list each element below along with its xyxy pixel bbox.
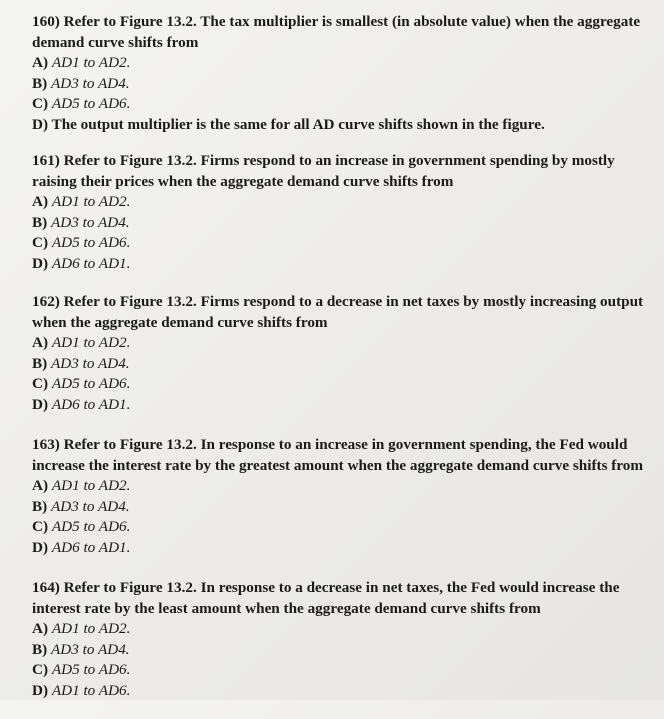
option-text: AD5 to AD6.: [51, 95, 131, 112]
question-stem-line: 164) Refer to Figure 13.2. In response to a decrease in net taxes, the Fed would increase the: [32, 579, 620, 596]
option-label: A): [32, 54, 49, 71]
answer-option-c[interactable]: [32, 233, 652, 254]
option-text: AD5 to AD6.: [51, 518, 131, 535]
option-label: C): [32, 375, 49, 392]
question-stem-line: interest rate by the least amount when the aggregate demand curve shifts from: [32, 599, 541, 617]
answer-option-a[interactable]: [32, 333, 652, 354]
option-label: D): [32, 395, 49, 413]
option-text: AD3 to AD4.: [50, 74, 130, 92]
answer-option-c[interactable]: [32, 517, 652, 538]
option-label: D): [32, 681, 49, 699]
question-164: [32, 578, 652, 701]
answer-option-b[interactable]: [32, 640, 652, 661]
answer-option-a[interactable]: [32, 619, 652, 640]
answer-option-a[interactable]: [32, 476, 652, 497]
answer-option-c[interactable]: [32, 94, 652, 115]
question-stem-line: 162) Refer to Figure 13.2. Firms respond to a decrease in net taxes by mostly increasing output: [32, 293, 644, 310]
question-stem-line: increase the interest rate by the greatest amount when the aggregate demand curve shifts from: [32, 456, 644, 474]
option-label: B): [32, 213, 48, 231]
option-label: A): [32, 334, 49, 351]
option-text: AD1 to AD2.: [51, 334, 131, 351]
option-text: AD1 to AD2.: [51, 54, 131, 71]
option-text: AD6 to AD1.: [51, 538, 131, 556]
option-text: AD6 to AD1.: [51, 254, 131, 272]
option-label: A): [32, 193, 49, 210]
answer-option-a[interactable]: [32, 53, 652, 74]
question-stem-line: when the aggregate demand curve shifts from: [32, 313, 328, 331]
answer-option-d[interactable]: [32, 538, 652, 559]
answer-option-c[interactable]: [32, 374, 652, 395]
question-stem-line: raising their prices when the aggregate demand curve shifts from: [32, 172, 454, 190]
question-stem-line: demand curve shifts from: [32, 33, 199, 51]
answer-option-d[interactable]: [32, 395, 652, 416]
option-label: B): [32, 497, 48, 515]
answer-option-d[interactable]: [32, 681, 652, 702]
option-text: AD1 to AD2.: [51, 477, 131, 494]
option-text: AD3 to AD4.: [50, 497, 130, 515]
option-text: AD3 to AD4.: [50, 640, 130, 658]
option-text: AD1 to AD2.: [51, 620, 131, 637]
option-label: A): [32, 477, 49, 494]
question-page: [32, 12, 652, 719]
answer-option-b[interactable]: [32, 74, 652, 95]
option-text: AD3 to AD4.: [50, 213, 130, 231]
answer-option-b[interactable]: [32, 213, 652, 234]
question-stem-line: 161) Refer to Figure 13.2. Firms respond to an increase in government spending by mostly: [32, 152, 615, 169]
answer-option-b[interactable]: [32, 497, 652, 518]
option-label: C): [32, 518, 49, 535]
option-text: AD6 to AD1.: [51, 395, 131, 413]
option-label: B): [32, 640, 48, 658]
option-label: C): [32, 234, 49, 251]
option-text: AD1 to AD6.: [51, 681, 131, 699]
option-label: B): [32, 74, 48, 92]
option-text: AD5 to AD6.: [51, 661, 131, 678]
option-label: B): [32, 354, 48, 372]
option-text: AD5 to AD6.: [51, 234, 131, 251]
question-stem-line: 160) Refer to Figure 13.2. The tax multiplier is smallest (in absolute value) when the aggregate: [32, 13, 641, 30]
answer-option-c[interactable]: [32, 660, 652, 681]
answer-option-d[interactable]: [32, 115, 652, 136]
answer-option-a[interactable]: [32, 192, 652, 213]
option-text: AD5 to AD6.: [51, 375, 131, 392]
option-label: D): [32, 538, 49, 556]
answer-option-b[interactable]: [32, 354, 652, 375]
option-text: AD1 to AD2.: [51, 193, 131, 210]
question-stem-line: 163) Refer to Figure 13.2. In response to an increase in government spending, the Fed would: [32, 436, 628, 453]
option-label: A): [32, 620, 49, 637]
question-160: [32, 12, 652, 135]
option-text: AD3 to AD4.: [50, 354, 130, 372]
option-text: The output multiplier is the same for all AD curve shifts shown in the figure.: [51, 115, 545, 133]
option-label: C): [32, 661, 49, 678]
option-label: D): [32, 115, 49, 133]
answer-option-d[interactable]: [32, 254, 652, 275]
question-162: [32, 292, 652, 415]
option-label: D): [32, 254, 49, 272]
question-161: [32, 151, 652, 274]
option-label: C): [32, 95, 49, 112]
question-163: [32, 435, 652, 558]
